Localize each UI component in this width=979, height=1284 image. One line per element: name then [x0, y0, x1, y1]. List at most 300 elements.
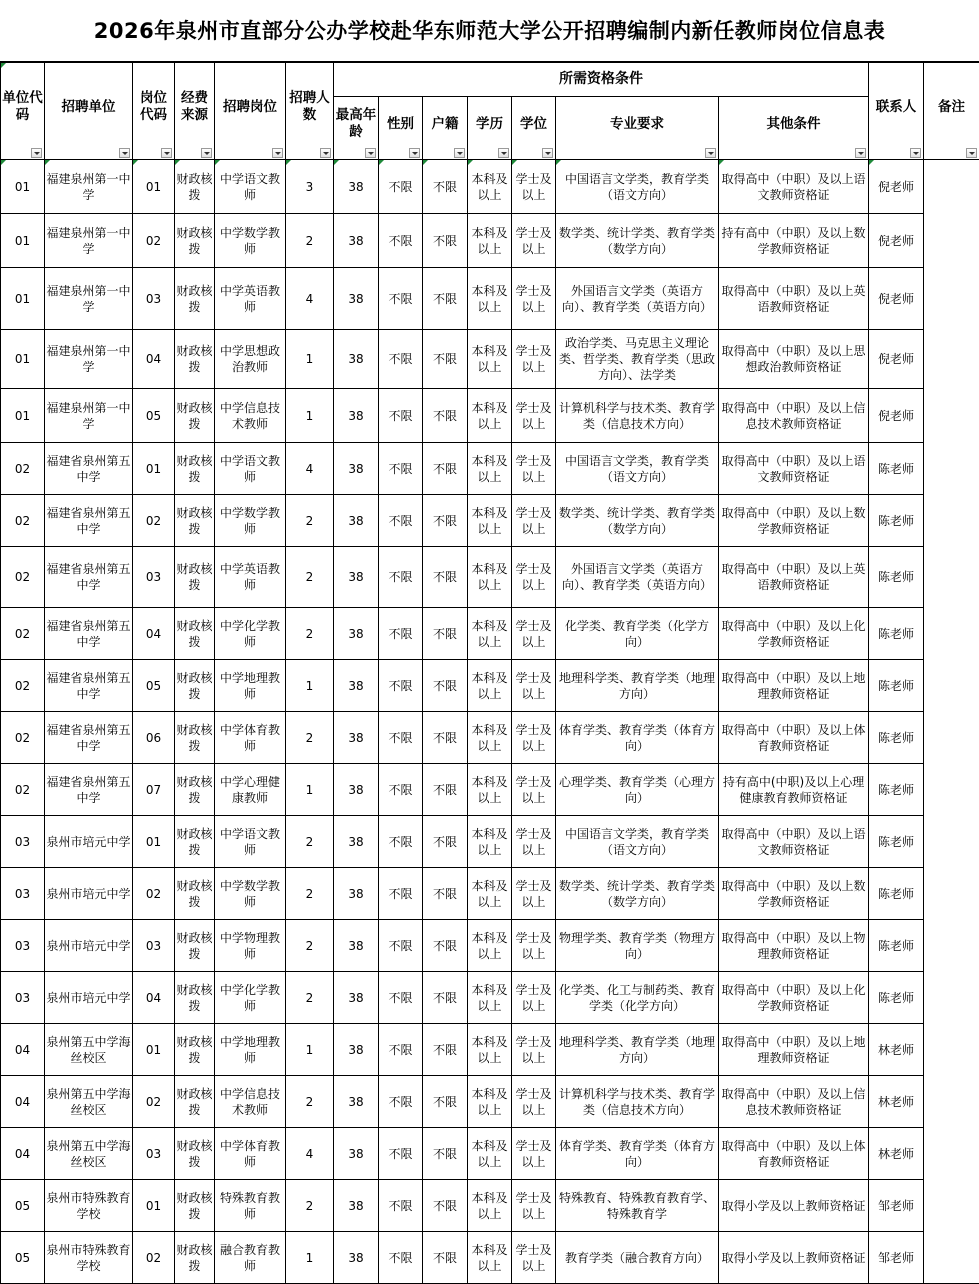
cell-gender: 不限 — [379, 868, 423, 920]
cell-degree: 学士及以上 — [512, 868, 556, 920]
cell-contact: 林老师 — [869, 1024, 924, 1076]
table-row — [1, 868, 979, 920]
table-row — [1, 330, 979, 389]
cell-post: 中学数学教师 — [215, 495, 286, 547]
cell-count: 2 — [286, 608, 334, 660]
cell-count: 2 — [286, 868, 334, 920]
table-row — [1, 920, 979, 972]
filter-dropdown-icon[interactable] — [272, 148, 283, 158]
cell-unit-code: 03 — [1, 816, 45, 868]
table-row — [1, 1076, 979, 1128]
header-count: 招聘人数 — [286, 63, 334, 160]
cell-age: 38 — [334, 608, 379, 660]
filter-dropdown-icon[interactable] — [705, 148, 716, 158]
cell-contact: 邹老师 — [869, 1232, 924, 1284]
cell-hukou: 不限 — [423, 1128, 468, 1180]
cell-post: 中学地理教师 — [215, 1024, 286, 1076]
cell-major: 地理科学类、教育学类（地理方向） — [556, 1024, 719, 1076]
cell-degree: 学士及以上 — [512, 389, 556, 443]
cell-post: 中学化学教师 — [215, 972, 286, 1024]
cell-hukou: 不限 — [423, 547, 468, 608]
cell-funding: 财政核拨 — [175, 1024, 215, 1076]
cell-age: 38 — [334, 920, 379, 972]
cell-other: 取得高中（中职）及以上信息技术教师资格证 — [719, 389, 869, 443]
cell-unit: 福建省泉州第五中学 — [45, 764, 133, 816]
cell-education: 本科及以上 — [468, 160, 512, 214]
cell-unit: 福建泉州第一中学 — [45, 389, 133, 443]
cell-hukou: 不限 — [423, 160, 468, 214]
cell-gender: 不限 — [379, 330, 423, 389]
cell-post-code: 04 — [133, 330, 175, 389]
cell-count: 2 — [286, 547, 334, 608]
cell-gender: 不限 — [379, 816, 423, 868]
cell-unit-code: 02 — [1, 547, 45, 608]
cell-degree: 学士及以上 — [512, 1232, 556, 1284]
header-other: 其他条件 — [719, 97, 869, 160]
filter-dropdown-icon[interactable] — [409, 148, 420, 158]
cell-count: 4 — [286, 268, 334, 330]
cell-education: 本科及以上 — [468, 1024, 512, 1076]
cell-count: 2 — [286, 1180, 334, 1232]
cell-major: 外国语言文学类（英语方向）、教育学类（英语方向） — [556, 547, 719, 608]
cell-age: 38 — [334, 660, 379, 712]
cell-unit-code: 01 — [1, 214, 45, 268]
cell-gender: 不限 — [379, 1024, 423, 1076]
cell-major: 数学类、统计学类、教育学类（数学方向） — [556, 868, 719, 920]
cell-unit: 福建省泉州第五中学 — [45, 712, 133, 764]
header-funding: 经费来源 — [175, 63, 215, 160]
cell-count: 1 — [286, 330, 334, 389]
cell-funding: 财政核拨 — [175, 160, 215, 214]
cell-degree: 学士及以上 — [512, 1128, 556, 1180]
cell-funding: 财政核拨 — [175, 608, 215, 660]
cell-gender: 不限 — [379, 660, 423, 712]
cell-funding: 财政核拨 — [175, 1076, 215, 1128]
filter-dropdown-icon[interactable] — [31, 148, 42, 158]
cell-age: 38 — [334, 1076, 379, 1128]
cell-post-code: 03 — [133, 920, 175, 972]
header-contact: 联系人 — [869, 63, 924, 160]
cell-contact: 倪老师 — [869, 389, 924, 443]
table-row — [1, 1232, 979, 1284]
cell-age: 38 — [334, 214, 379, 268]
cell-unit: 福建泉州第一中学 — [45, 268, 133, 330]
cell-gender: 不限 — [379, 495, 423, 547]
cell-other: 持有高中(中职)及以上心理健康教育教师资格证 — [719, 764, 869, 816]
cell-gender: 不限 — [379, 547, 423, 608]
cell-age: 38 — [334, 816, 379, 868]
cell-unit: 福建省泉州第五中学 — [45, 660, 133, 712]
cell-gender: 不限 — [379, 920, 423, 972]
cell-gender: 不限 — [379, 1232, 423, 1284]
cell-other: 取得高中（中职）及以上数学教师资格证 — [719, 495, 869, 547]
cell-count: 1 — [286, 1024, 334, 1076]
cell-unit-code: 01 — [1, 268, 45, 330]
cell-funding: 财政核拨 — [175, 443, 215, 495]
filter-dropdown-icon[interactable] — [910, 148, 921, 158]
cell-contact: 陈老师 — [869, 972, 924, 1024]
cell-funding: 财政核拨 — [175, 330, 215, 389]
cell-other: 取得高中（中职）及以上语文教师资格证 — [719, 160, 869, 214]
cell-education: 本科及以上 — [468, 712, 512, 764]
cell-other: 取得高中（中职）及以上语文教师资格证 — [719, 443, 869, 495]
cell-funding: 财政核拨 — [175, 660, 215, 712]
cell-funding: 财政核拨 — [175, 1180, 215, 1232]
cell-hukou: 不限 — [423, 1076, 468, 1128]
cell-gender: 不限 — [379, 1076, 423, 1128]
cell-major: 中国语言文学类，教育学类（语文方向） — [556, 816, 719, 868]
cell-count: 2 — [286, 1076, 334, 1128]
cell-unit: 福建省泉州第五中学 — [45, 495, 133, 547]
cell-post: 中学物理教师 — [215, 920, 286, 972]
cell-degree: 学士及以上 — [512, 972, 556, 1024]
cell-degree: 学士及以上 — [512, 214, 556, 268]
cell-unit: 泉州市特殊教育学校 — [45, 1232, 133, 1284]
filter-dropdown-icon[interactable] — [161, 148, 172, 158]
table-row — [1, 389, 979, 443]
cell-major: 中国语言文学类，教育学类（语文方向） — [556, 160, 719, 214]
cell-unit: 泉州第五中学海丝校区 — [45, 1128, 133, 1180]
cell-hukou: 不限 — [423, 495, 468, 547]
recruitment-table — [0, 62, 979, 1284]
cell-funding: 财政核拨 — [175, 920, 215, 972]
cell-gender: 不限 — [379, 712, 423, 764]
cell-post-code: 01 — [133, 1024, 175, 1076]
cell-post: 中学数学教师 — [215, 214, 286, 268]
table-row — [1, 608, 979, 660]
cell-major: 外国语言文学类（英语方向）、教育学类（英语方向） — [556, 268, 719, 330]
cell-degree: 学士及以上 — [512, 1024, 556, 1076]
table-row — [1, 214, 979, 268]
cell-major: 化学类、化工与制药类、教育学类（化学方向） — [556, 972, 719, 1024]
cell-major: 计算机科学与技术类、教育学类（信息技术方向） — [556, 1076, 719, 1128]
cell-hukou: 不限 — [423, 1024, 468, 1076]
table-row — [1, 816, 979, 868]
table-row — [1, 1024, 979, 1076]
cell-funding: 财政核拨 — [175, 816, 215, 868]
filter-dropdown-icon[interactable] — [365, 148, 376, 158]
cell-post-code: 02 — [133, 214, 175, 268]
cell-post: 中学体育教师 — [215, 1128, 286, 1180]
cell-education: 本科及以上 — [468, 330, 512, 389]
cell-count: 1 — [286, 764, 334, 816]
cell-unit-code: 01 — [1, 160, 45, 214]
table-row — [1, 764, 979, 816]
cell-contact: 陈老师 — [869, 608, 924, 660]
header-age: 最高年龄 — [334, 97, 379, 160]
cell-unit-code: 01 — [1, 330, 45, 389]
cell-major: 数学类、统计学类、教育学类（数学方向） — [556, 214, 719, 268]
header-degree: 学位 — [512, 97, 556, 160]
cell-contact: 陈老师 — [869, 920, 924, 972]
cell-other: 取得高中（中职）及以上地理教师资格证 — [719, 1024, 869, 1076]
cell-hukou: 不限 — [423, 214, 468, 268]
cell-age: 38 — [334, 868, 379, 920]
cell-age: 38 — [334, 268, 379, 330]
cell-count: 3 — [286, 160, 334, 214]
filter-dropdown-icon[interactable] — [498, 148, 509, 158]
cell-age: 38 — [334, 764, 379, 816]
header-qualifications: 所需资格条件 — [334, 63, 869, 97]
cell-age: 38 — [334, 330, 379, 389]
cell-degree: 学士及以上 — [512, 1076, 556, 1128]
cell-hukou: 不限 — [423, 712, 468, 764]
cell-post: 中学体育教师 — [215, 712, 286, 764]
cell-post-code: 04 — [133, 608, 175, 660]
cell-other: 取得高中（中职）及以上地理教师资格证 — [719, 660, 869, 712]
cell-gender: 不限 — [379, 160, 423, 214]
cell-degree: 学士及以上 — [512, 443, 556, 495]
cell-education: 本科及以上 — [468, 660, 512, 712]
cell-unit: 福建省泉州第五中学 — [45, 547, 133, 608]
cell-post-code: 02 — [133, 1076, 175, 1128]
cell-post-code: 03 — [133, 1128, 175, 1180]
cell-education: 本科及以上 — [468, 816, 512, 868]
cell-major: 地理科学类、教育学类（地理方向） — [556, 660, 719, 712]
cell-unit-code: 04 — [1, 1024, 45, 1076]
cell-hukou: 不限 — [423, 608, 468, 660]
cell-post: 中学信息技术教师 — [215, 389, 286, 443]
cell-unit-code: 03 — [1, 972, 45, 1024]
cell-post: 中学语文教师 — [215, 443, 286, 495]
cell-other: 取得高中（中职）及以上思想政治教师资格证 — [719, 330, 869, 389]
cell-unit-code: 05 — [1, 1180, 45, 1232]
cell-hukou: 不限 — [423, 268, 468, 330]
cell-degree: 学士及以上 — [512, 764, 556, 816]
cell-degree: 学士及以上 — [512, 330, 556, 389]
table-row — [1, 160, 979, 214]
cell-post: 中学数学教师 — [215, 868, 286, 920]
cell-count: 4 — [286, 1128, 334, 1180]
cell-contact: 邹老师 — [869, 1180, 924, 1232]
cell-unit: 泉州市特殊教育学校 — [45, 1180, 133, 1232]
header-post-code: 岗位代码 — [133, 63, 175, 160]
cell-other: 取得高中（中职）及以上化学教师资格证 — [719, 972, 869, 1024]
cell-hukou: 不限 — [423, 330, 468, 389]
cell-gender: 不限 — [379, 443, 423, 495]
cell-funding: 财政核拨 — [175, 868, 215, 920]
cell-other: 取得高中（中职）及以上体育教师资格证 — [719, 712, 869, 764]
header-unit: 招聘单位 — [45, 63, 133, 160]
cell-contact: 倪老师 — [869, 330, 924, 389]
cell-education: 本科及以上 — [468, 972, 512, 1024]
cell-unit-code: 03 — [1, 868, 45, 920]
table-row — [1, 547, 979, 608]
cell-other: 取得高中（中职）及以上信息技术教师资格证 — [719, 1076, 869, 1128]
cell-age: 38 — [334, 160, 379, 214]
cell-major: 政治学类、马克思主义理论类、哲学类、教育学类（思政方向）、法学类 — [556, 330, 719, 389]
cell-major: 心理学类、教育学类（心理方向） — [556, 764, 719, 816]
cell-unit-code: 02 — [1, 443, 45, 495]
cell-degree: 学士及以上 — [512, 660, 556, 712]
filter-dropdown-icon[interactable] — [966, 148, 977, 158]
cell-count: 2 — [286, 214, 334, 268]
cell-age: 38 — [334, 1232, 379, 1284]
cell-age: 38 — [334, 1128, 379, 1180]
cell-count: 4 — [286, 443, 334, 495]
cell-other: 持有高中（中职）及以上数学教师资格证 — [719, 214, 869, 268]
cell-hukou: 不限 — [423, 389, 468, 443]
header-major: 专业要求 — [556, 97, 719, 160]
cell-other: 取得小学及以上教师资格证 — [719, 1180, 869, 1232]
cell-unit-code: 03 — [1, 920, 45, 972]
cell-hukou: 不限 — [423, 972, 468, 1024]
cell-post-code: 02 — [133, 1232, 175, 1284]
cell-education: 本科及以上 — [468, 608, 512, 660]
cell-post: 中学信息技术教师 — [215, 1076, 286, 1128]
cell-funding: 财政核拨 — [175, 712, 215, 764]
cell-major: 物理学类、教育学类（物理方向） — [556, 920, 719, 972]
cell-count: 2 — [286, 972, 334, 1024]
filter-dropdown-icon[interactable] — [454, 148, 465, 158]
cell-post: 中学思想政治教师 — [215, 330, 286, 389]
cell-post-code: 01 — [133, 443, 175, 495]
cell-post: 特殊教育教师 — [215, 1180, 286, 1232]
cell-other: 取得高中（中职）及以上体育教师资格证 — [719, 1128, 869, 1180]
cell-other: 取得高中（中职）及以上化学教师资格证 — [719, 608, 869, 660]
cell-hukou: 不限 — [423, 868, 468, 920]
cell-unit-code: 02 — [1, 764, 45, 816]
cell-unit: 福建省泉州第五中学 — [45, 608, 133, 660]
cell-hukou: 不限 — [423, 764, 468, 816]
cell-contact: 倪老师 — [869, 214, 924, 268]
cell-unit-code: 04 — [1, 1128, 45, 1180]
cell-funding: 财政核拨 — [175, 1232, 215, 1284]
cell-age: 38 — [334, 972, 379, 1024]
cell-unit-code: 02 — [1, 495, 45, 547]
cell-major: 中国语言文学类，教育学类（语文方向） — [556, 443, 719, 495]
cell-unit-code: 02 — [1, 712, 45, 764]
cell-other: 取得高中（中职）及以上数学教师资格证 — [719, 868, 869, 920]
cell-education: 本科及以上 — [468, 1180, 512, 1232]
cell-contact: 林老师 — [869, 1076, 924, 1128]
cell-hukou: 不限 — [423, 660, 468, 712]
cell-contact: 陈老师 — [869, 712, 924, 764]
cell-gender: 不限 — [379, 1180, 423, 1232]
cell-post-code: 02 — [133, 495, 175, 547]
cell-age: 38 — [334, 443, 379, 495]
filter-dropdown-icon[interactable] — [119, 148, 130, 158]
cell-major: 体育学类、教育学类（体育方向） — [556, 1128, 719, 1180]
cell-unit-code: 02 — [1, 660, 45, 712]
filter-dropdown-icon[interactable] — [320, 148, 331, 158]
cell-contact: 倪老师 — [869, 160, 924, 214]
cell-contact: 陈老师 — [869, 547, 924, 608]
cell-post-code: 05 — [133, 389, 175, 443]
cell-degree: 学士及以上 — [512, 495, 556, 547]
cell-unit: 福建泉州第一中学 — [45, 214, 133, 268]
cell-post-code: 01 — [133, 1180, 175, 1232]
cell-education: 本科及以上 — [468, 214, 512, 268]
cell-contact: 陈老师 — [869, 816, 924, 868]
cell-unit-code: 05 — [1, 1232, 45, 1284]
cell-unit: 泉州市培元中学 — [45, 816, 133, 868]
cell-count: 1 — [286, 660, 334, 712]
cell-funding: 财政核拨 — [175, 389, 215, 443]
cell-hukou: 不限 — [423, 920, 468, 972]
cell-post-code: 03 — [133, 268, 175, 330]
table-row — [1, 495, 979, 547]
cell-gender: 不限 — [379, 389, 423, 443]
cell-education: 本科及以上 — [468, 268, 512, 330]
cell-post-code: 01 — [133, 160, 175, 214]
cell-post-code: 02 — [133, 868, 175, 920]
cell-education: 本科及以上 — [468, 495, 512, 547]
cell-count: 1 — [286, 389, 334, 443]
cell-contact: 林老师 — [869, 1128, 924, 1180]
cell-major: 化学类、教育学类（化学方向） — [556, 608, 719, 660]
cell-hukou: 不限 — [423, 1180, 468, 1232]
cell-degree: 学士及以上 — [512, 816, 556, 868]
cell-post-code: 05 — [133, 660, 175, 712]
cell-unit: 福建泉州第一中学 — [45, 330, 133, 389]
cell-unit: 泉州市培元中学 — [45, 920, 133, 972]
cell-gender: 不限 — [379, 972, 423, 1024]
filter-dropdown-icon[interactable] — [855, 148, 866, 158]
cell-gender: 不限 — [379, 1128, 423, 1180]
cell-contact: 陈老师 — [869, 660, 924, 712]
cell-hukou: 不限 — [423, 443, 468, 495]
cell-degree: 学士及以上 — [512, 547, 556, 608]
cell-education: 本科及以上 — [468, 764, 512, 816]
cell-age: 38 — [334, 1024, 379, 1076]
table-row — [1, 712, 979, 764]
cell-funding: 财政核拨 — [175, 1128, 215, 1180]
cell-post: 中学英语教师 — [215, 547, 286, 608]
cell-gender: 不限 — [379, 214, 423, 268]
cell-unit: 泉州市培元中学 — [45, 972, 133, 1024]
cell-funding: 财政核拨 — [175, 547, 215, 608]
table-row — [1, 972, 979, 1024]
header-hukou: 户籍 — [423, 97, 468, 160]
cell-degree: 学士及以上 — [512, 160, 556, 214]
cell-education: 本科及以上 — [468, 389, 512, 443]
cell-gender: 不限 — [379, 608, 423, 660]
cell-education: 本科及以上 — [468, 547, 512, 608]
header-unit-code: 单位代码 — [1, 63, 45, 160]
cell-education: 本科及以上 — [468, 1128, 512, 1180]
cell-gender: 不限 — [379, 268, 423, 330]
cell-count: 2 — [286, 920, 334, 972]
cell-post: 中学语文教师 — [215, 160, 286, 214]
header-education: 学历 — [468, 97, 512, 160]
cell-other: 取得高中（中职）及以上语文教师资格证 — [719, 816, 869, 868]
cell-hukou: 不限 — [423, 1232, 468, 1284]
cell-major: 计算机科学与技术类、教育学类（信息技术方向） — [556, 389, 719, 443]
cell-post: 中学心理健康教师 — [215, 764, 286, 816]
cell-unit-code: 02 — [1, 608, 45, 660]
header-gender: 性别 — [379, 97, 423, 160]
cell-major: 特殊教育、特殊教育教育学、特殊教育学 — [556, 1180, 719, 1232]
header-remark: 备注 — [924, 63, 979, 160]
cell-education: 本科及以上 — [468, 1076, 512, 1128]
cell-education: 本科及以上 — [468, 443, 512, 495]
cell-count: 2 — [286, 816, 334, 868]
cell-education: 本科及以上 — [468, 868, 512, 920]
filter-dropdown-icon[interactable] — [542, 148, 553, 158]
cell-other: 取得小学及以上教师资格证 — [719, 1232, 869, 1284]
table-row — [1, 1128, 979, 1180]
cell-funding: 财政核拨 — [175, 764, 215, 816]
cell-degree: 学士及以上 — [512, 268, 556, 330]
cell-funding: 财政核拨 — [175, 495, 215, 547]
cell-age: 38 — [334, 547, 379, 608]
cell-post-code: 03 — [133, 547, 175, 608]
filter-dropdown-icon[interactable] — [201, 148, 212, 158]
cell-post: 中学地理教师 — [215, 660, 286, 712]
cell-other: 取得高中（中职）及以上物理教师资格证 — [719, 920, 869, 972]
cell-contact: 倪老师 — [869, 268, 924, 330]
